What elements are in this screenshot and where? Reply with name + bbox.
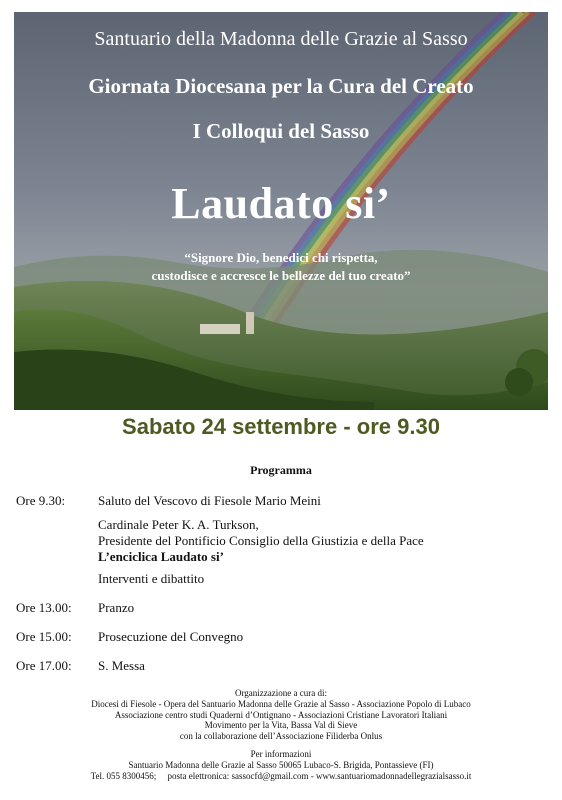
- program-text: S. Messa: [98, 658, 145, 673]
- info-contacts: Tel. 055 8300456; posta elettronica: sassocfd@gmail.com - www.santuariomadonnadellegrazialsasso.it: [90, 771, 472, 781]
- organization-heading: Organizzazione a cura di:: [234, 688, 328, 698]
- quote-line-1: “Signore Dio, benedici chi rispetta,: [184, 250, 378, 265]
- program-time: Ore 9.30:: [16, 493, 66, 508]
- program-text: Cardinale Peter K. A. Turkson,: [98, 517, 259, 532]
- quote-line-2: custodisce e accresce le bellezze del tuo creato”: [151, 268, 411, 283]
- program-text: Prosecuzione del Convegno: [98, 629, 244, 644]
- program-text: Saluto del Vescovo di Fiesole Mario Meini: [98, 493, 321, 508]
- event-title: Giornata Diocesana per la Cura del Creato: [88, 74, 474, 98]
- info-heading: Per informazioni: [250, 749, 312, 759]
- program-time: Ore 13.00:: [16, 600, 72, 615]
- organization-line: con la collaborazione dell’Associazione Filiderba Onlus: [179, 730, 383, 741]
- info-address: Santuario Madonna delle Grazie al Sasso 50065 Lubaco-S. Brigida, Pontassieve (FI): [128, 760, 434, 770]
- program-text: Interventi e dibattito: [98, 571, 205, 586]
- hero-image: [14, 12, 548, 410]
- organization-line: Associazione centro studi Quaderni d’Ontignano - Associazioni Cristiane Lavoratori Italiani: [114, 709, 448, 720]
- program-time: Ore 15.00:: [16, 629, 72, 644]
- organization-line: Movimento per la Vita, Bassa Val di Sieve: [204, 720, 358, 730]
- event-subtitle: I Colloqui del Sasso: [192, 119, 370, 143]
- program-time: Ore 17.00:: [16, 658, 72, 673]
- event-date: Sabato 24 settembre - ore 9.30: [122, 414, 440, 439]
- program-text: Presidente del Pontificio Consiglio della Giustizia e della Pace: [98, 533, 424, 548]
- program-heading: Programma: [250, 463, 312, 477]
- program-text: Pranzo: [98, 600, 135, 615]
- organization-line: Diocesi di Fiesole - Opera del Santuario Madonna delle Grazie al Sasso - Associazione Popolo di Lubaco: [91, 699, 471, 709]
- main-title: Laudato si’: [171, 179, 391, 228]
- sanctuary-name: Santuario della Madonna delle Grazie al Sasso: [94, 28, 468, 50]
- program-text: L’enciclica Laudato si’: [98, 549, 224, 564]
